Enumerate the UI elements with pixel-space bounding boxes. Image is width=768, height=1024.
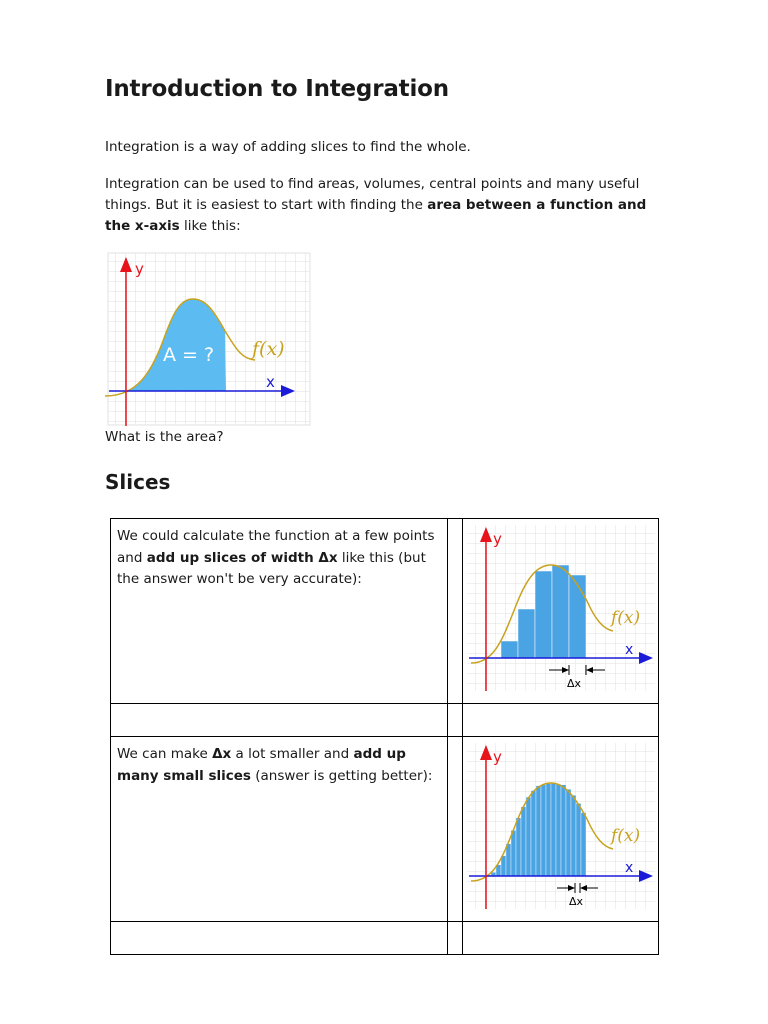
- intro-text-end: like this:: [179, 218, 241, 234]
- slice-bar: [551, 783, 556, 876]
- slice-bar: [531, 791, 536, 876]
- slice-bar: [556, 784, 561, 876]
- table-row: [111, 519, 659, 704]
- delta-x-label: Δx: [568, 895, 583, 908]
- area-figure: [105, 251, 311, 430]
- page-title: Introduction to Integration: [105, 76, 449, 102]
- slice-bar: [536, 786, 541, 876]
- row-1-spacer: [447, 519, 462, 704]
- empty-cell: [447, 922, 462, 955]
- slice-bar: [546, 784, 551, 876]
- intro-bold-text: area between a function and the x-axis: [105, 197, 647, 234]
- figure-caption: What is the area?: [105, 429, 224, 445]
- row-2-text: [111, 737, 448, 922]
- slice-bar: [552, 565, 569, 658]
- slice-bar: [576, 803, 581, 876]
- row-2-text-a: We can make: [117, 746, 213, 762]
- row-2-bold-text-2: add up many small slices: [117, 746, 406, 784]
- y-axis-label: y: [135, 260, 144, 278]
- intro-paragraph-1: Integration is a way of adding slices to find the whole.: [105, 139, 471, 155]
- slice-bar: [506, 844, 511, 876]
- row-2-figure: [462, 737, 658, 922]
- slice-bar: [518, 609, 535, 658]
- slice-bar: [516, 818, 521, 876]
- row-1-text-b: like this (but the answer won't be very accurate):: [117, 549, 426, 587]
- narrow-slices-graphic: [465, 741, 657, 911]
- intro-paragraph-2: [105, 174, 665, 237]
- empty-cell: [447, 704, 462, 737]
- slice-bar: [571, 795, 576, 876]
- empty-cell: [111, 704, 448, 737]
- x-axis-label: x: [266, 373, 275, 391]
- slice-bar: [566, 789, 571, 876]
- row-1-text: [111, 519, 448, 704]
- wide-slices-graphic: [465, 523, 657, 693]
- row-1-bold-text: add up slices of width Δx: [146, 549, 338, 566]
- function-label: f(x): [252, 338, 285, 360]
- area-figure-graphic: [105, 251, 311, 426]
- slice-bar: [501, 641, 518, 658]
- row-2-spacer: [447, 737, 462, 922]
- row-1-text-a: We could calculate the function at a few points and: [117, 528, 435, 566]
- slice-bar: [511, 830, 516, 876]
- empty-cell: [462, 922, 658, 955]
- x-axis-label: x: [624, 642, 633, 658]
- slice-bar: [501, 856, 506, 876]
- row-2-text-b: a lot smaller and: [231, 746, 354, 762]
- function-label: f(x): [610, 608, 640, 628]
- intro-text: Integration can be used to find areas, volumes, central points and many useful things. But it is easiest to start with finding the: [105, 176, 640, 213]
- area-label: A = ?: [163, 344, 215, 366]
- empty-cell: [462, 704, 658, 737]
- section-heading-slices: Slices: [105, 470, 171, 494]
- row-1-figure: [462, 519, 658, 704]
- table-row: [111, 704, 659, 737]
- slice-bar: [561, 785, 566, 876]
- slice-bar: [541, 785, 546, 876]
- y-axis-label: y: [492, 748, 502, 766]
- slices-table: [110, 518, 659, 955]
- x-axis-label: x: [624, 860, 633, 876]
- empty-cell: [111, 922, 448, 955]
- delta-x-label: Δx: [566, 677, 581, 690]
- slice-bar: [535, 571, 552, 658]
- function-label: f(x): [610, 826, 640, 846]
- table-row: [111, 922, 659, 955]
- row-2-bold-text: Δx: [212, 746, 232, 762]
- table-row: [111, 737, 659, 922]
- y-axis-label: y: [492, 530, 502, 548]
- row-2-text-c: (answer is getting better):: [250, 767, 433, 784]
- slice-bar: [569, 575, 586, 658]
- slice-bar: [521, 807, 526, 876]
- slice-bar: [526, 797, 531, 876]
- slice-bar: [581, 813, 586, 876]
